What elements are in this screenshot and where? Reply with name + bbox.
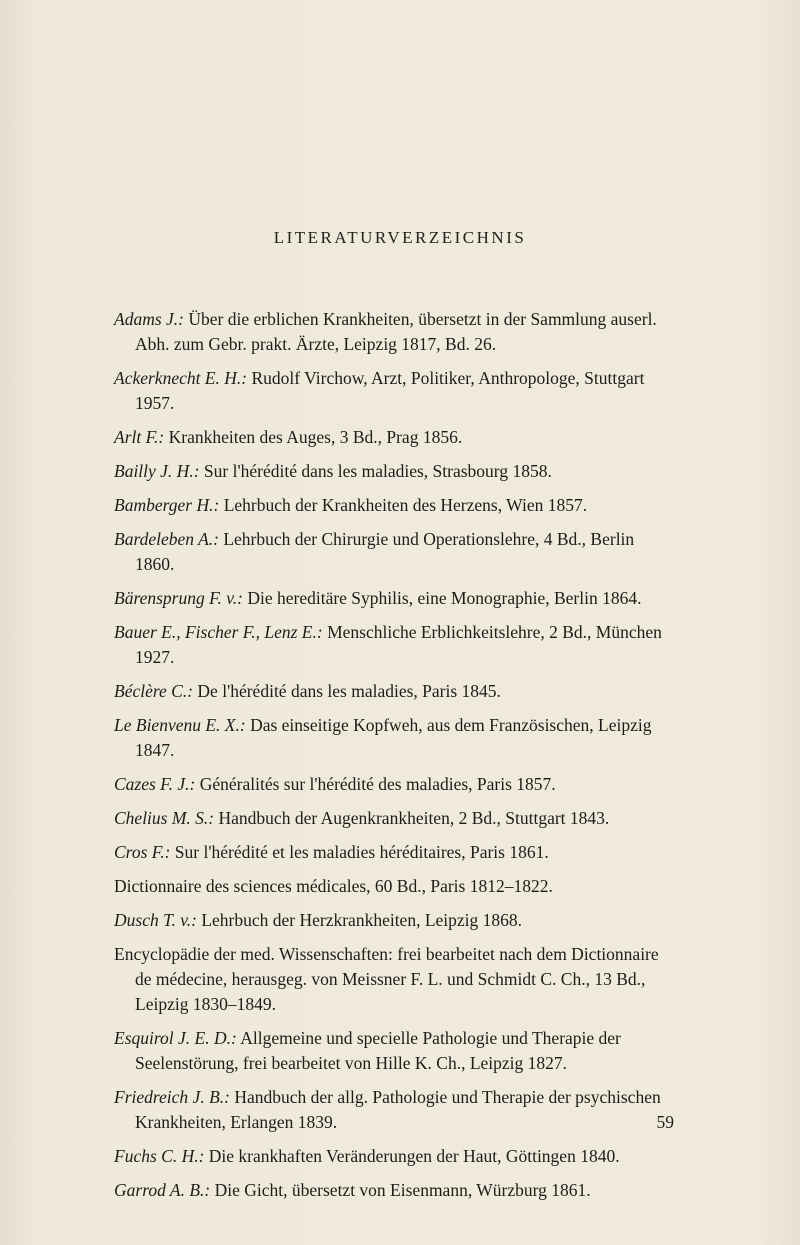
reference-author: Le Bienvenu E. X.: — [114, 715, 246, 735]
reference-entry — [114, 459, 674, 484]
reference-details: Krankheiten des Auges, 3 Bd., Prag 1856. — [164, 427, 463, 447]
reference-author: Cazes F. J.: — [114, 774, 196, 794]
reference-author: Béclère C.: — [114, 681, 194, 701]
reference-author: Friedreich J. B.: — [114, 1087, 230, 1107]
page-number: 59 — [656, 1112, 674, 1132]
reference-entry — [114, 527, 674, 577]
reference-author: Bardeleben A.: — [114, 529, 219, 549]
reference-author: Fuchs C. H.: — [114, 1146, 205, 1166]
reference-details: Lehrbuch der Herzkrankheiten, Leipzig 1868. — [196, 910, 523, 930]
reference-entry — [114, 493, 674, 518]
reference-details: Lehrbuch der Krankheiten des Herzens, Wien 1857. — [219, 495, 588, 515]
reference-details: Die hereditäre Syphilis, eine Monographie, Berlin 1864. — [242, 588, 642, 608]
reference-details: Dictionnaire des sciences médicales, 60 Bd., Paris 1812–1822. — [114, 876, 553, 896]
reference-author: Garrod A. B.: — [114, 1180, 211, 1200]
reference-entry — [114, 840, 674, 865]
reference-entry — [114, 1178, 674, 1203]
reference-author: Bamberger H.: — [114, 495, 220, 515]
reference-entry — [114, 1026, 674, 1076]
reference-entry — [114, 366, 674, 416]
reference-entry — [114, 307, 674, 357]
reference-entry — [114, 908, 674, 933]
reference-author: Esquirol J. E. D.: — [114, 1028, 237, 1048]
reference-details: Sur l'hérédité et les maladies héréditaires, Paris 1861. — [170, 842, 549, 862]
reference-details: Die Gicht, übersetzt von Eisenmann, Würzburg 1861. — [210, 1180, 591, 1200]
reference-author: Chelius M. S.: — [114, 808, 215, 828]
reference-author: Ackerknecht E. H.: — [114, 368, 248, 388]
reference-list — [114, 307, 674, 1212]
reference-details: Rudolf Virchow, Arzt, Politiker, Anthropologe, Stuttgart 1957. — [135, 368, 645, 413]
reference-details: Généralités sur l'hérédité des maladies, Paris 1857. — [195, 774, 556, 794]
reference-details: Handbuch der Augenkrankheiten, 2 Bd., Stuttgart 1843. — [214, 808, 610, 828]
reference-entry — [114, 806, 674, 831]
reference-entry — [114, 1085, 674, 1135]
reference-details: Sur l'hérédité dans les maladies, Strasbourg 1858. — [199, 461, 552, 481]
page-title: LITERATURVERZEICHNIS — [273, 228, 527, 247]
reference-details: De l'hérédité dans les maladies, Paris 1845. — [193, 681, 501, 701]
reference-author: Bailly J. H.: — [114, 461, 200, 481]
reference-author: Bauer E., Fischer F., Lenz E.: — [114, 622, 323, 642]
reference-details: Über die erblichen Krankheiten, übersetzt in der Sammlung auserl. Abh. zum Gebr. prakt. Ärzte, Leipzig 1817, Bd. 26. — [135, 309, 657, 354]
reference-entry — [114, 679, 674, 704]
reference-details: Das einseitige Kopfweh, aus dem Französischen, Leipzig 1847. — [135, 715, 652, 760]
reference-details: Allgemeine und specielle Pathologie und Therapie der Seelenstörung, frei bearbeitet von Hille K. Ch., Leipzig 1827. — [135, 1028, 621, 1073]
reference-details: Encyclopädie der med. Wissenschaften: frei bearbeitet nach dem Dictionnaire de médecine, herausgeg. von Meissner F. L. und Schmidt C. Ch., 13 Bd., Leipzig 1830–1849. — [114, 944, 659, 1014]
reference-details: Handbuch der allg. Pathologie und Therapie der psychischen Krankheiten, Erlangen 1839. — [135, 1087, 661, 1132]
reference-author: Dusch T. v.: — [114, 910, 197, 930]
reference-entry — [114, 620, 674, 670]
reference-entry — [114, 772, 674, 797]
reference-entry — [114, 586, 674, 611]
reference-author: Bärensprung F. v.: — [114, 588, 243, 608]
reference-entry — [114, 874, 674, 899]
reference-details: Die krankhaften Veränderungen der Haut, Göttingen 1840. — [204, 1146, 620, 1166]
reference-author: Arlt F.: — [114, 427, 165, 447]
reference-entry — [114, 942, 674, 1017]
reference-details: Lehrbuch der Chirurgie und Operationslehre, 4 Bd., Berlin 1860. — [135, 529, 635, 574]
reference-details: Menschliche Erblichkeitslehre, 2 Bd., München 1927. — [135, 622, 662, 667]
reference-author: Cros F.: — [114, 842, 171, 862]
reference-entry — [114, 713, 674, 763]
reference-author: Adams J.: — [114, 309, 184, 329]
reference-entry — [114, 1144, 674, 1169]
reference-entry — [114, 425, 674, 450]
